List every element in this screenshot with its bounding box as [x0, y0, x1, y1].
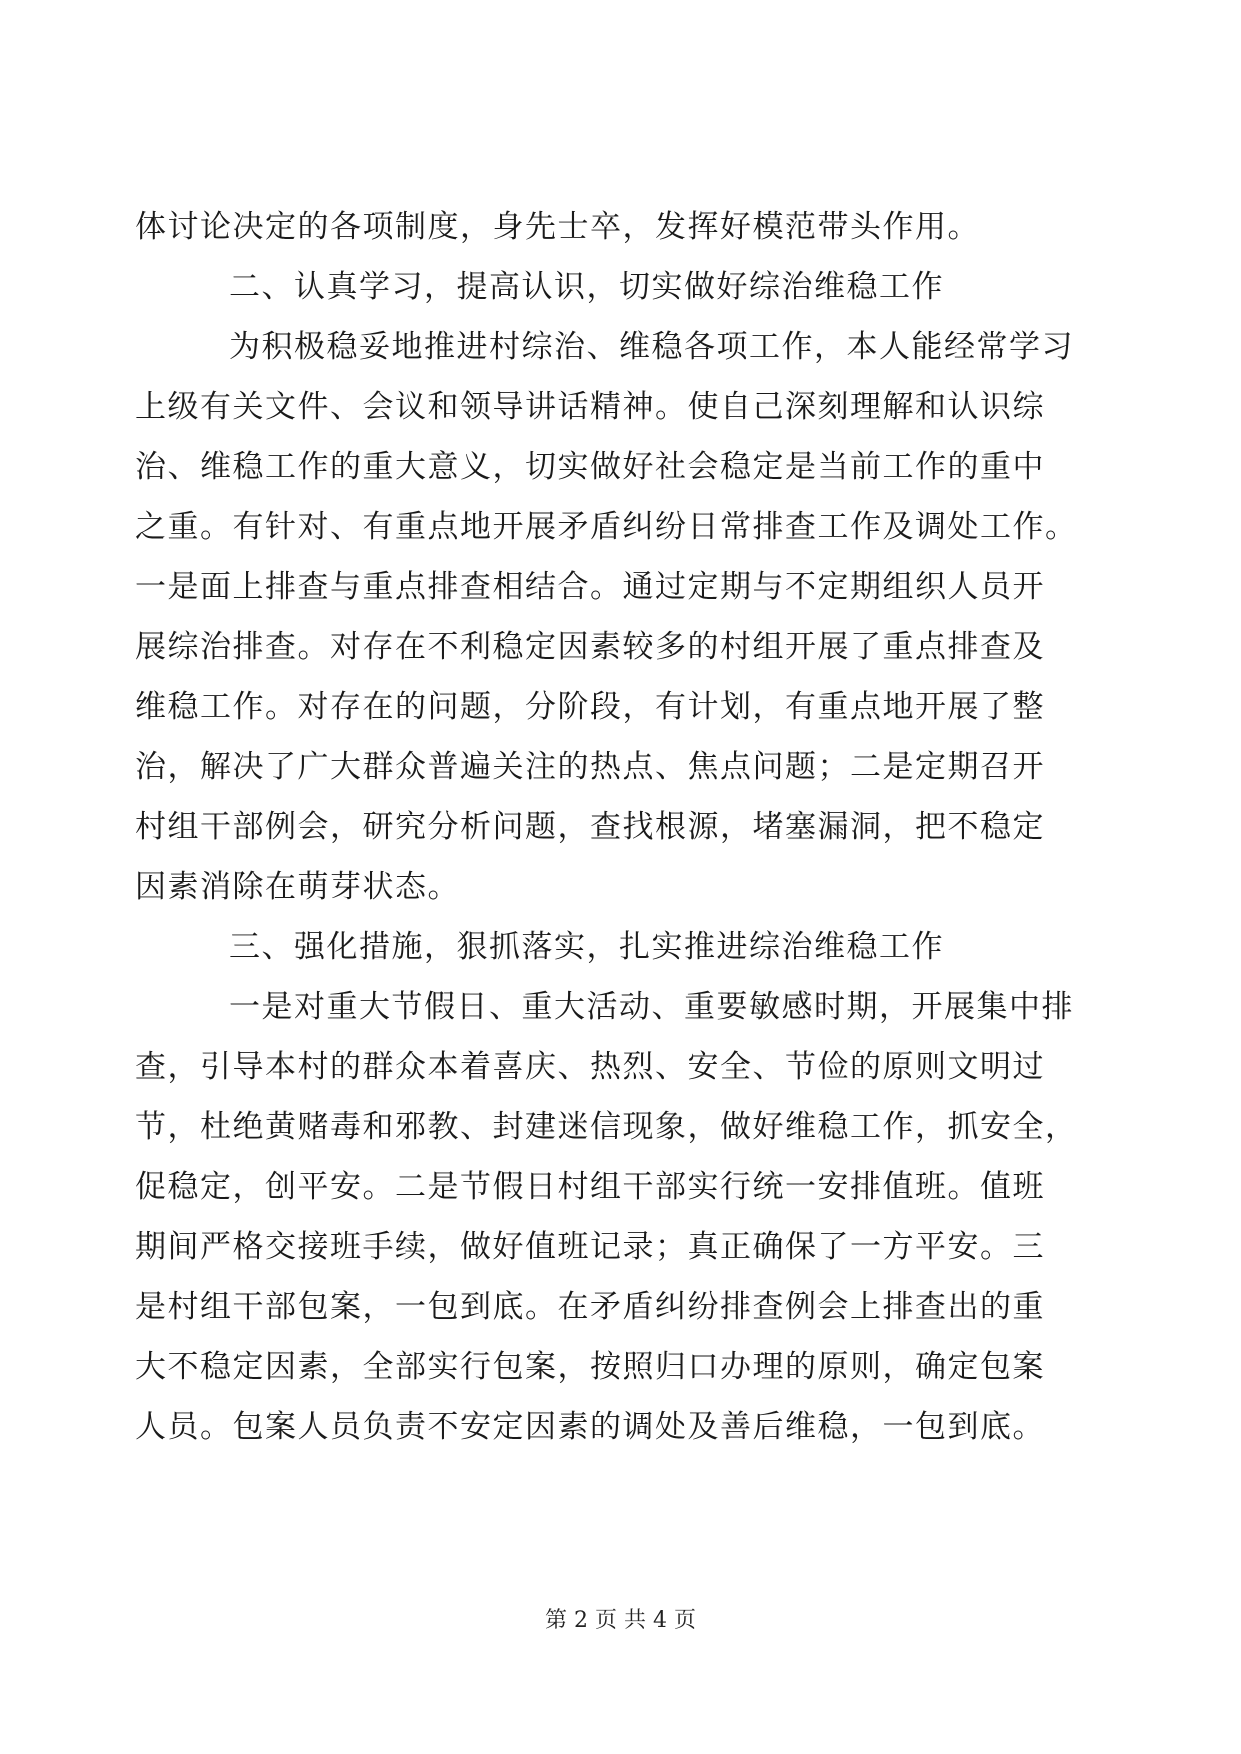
text-line: 期间严格交接班手续，做好值班记录；真正确保了一方平安。三	[135, 1229, 1045, 1265]
text-line: 三、强化措施，狠抓落实，扎实推进综治维稳工作	[229, 929, 944, 965]
text-line: 人员。包案人员负责不安定因素的调处及善后维稳，一包到底。	[135, 1409, 1045, 1445]
page-footer: 第 2 页 共 4 页	[545, 1608, 696, 1633]
text-line: 体讨论决定的各项制度，身先士卒，发挥好模范带头作用。	[135, 209, 980, 245]
text-line: 一是面上排查与重点排查相结合。通过定期与不定期组织人员开	[135, 569, 1045, 605]
text-line: 为积极稳妥地推进村综治、维稳各项工作，本人能经常学习	[229, 329, 1074, 365]
text-line: 是村组干部包案，一包到底。在矛盾纠纷排查例会上排查出的重	[135, 1289, 1045, 1325]
text-line: 一是对重大节假日、重大活动、重要敏感时期，开展集中排	[229, 989, 1074, 1025]
text-line: 上级有关文件、会议和领导讲话精神。使自己深刻理解和认识综	[135, 389, 1045, 425]
text-line: 大不稳定因素，全部实行包案，按照归口办理的原则，确定包案	[135, 1349, 1045, 1385]
text-line: 查，引导本村的群众本着喜庆、热烈、安全、节俭的原则文明过	[135, 1049, 1045, 1085]
text-line: 治，解决了广大群众普遍关注的热点、焦点问题；二是定期召开	[135, 749, 1045, 785]
text-line: 维稳工作。对存在的问题，分阶段，有计划，有重点地开展了整	[135, 689, 1045, 725]
text-line: 之重。有针对、有重点地开展矛盾纠纷日常排查工作及调处工作。	[135, 509, 1078, 545]
text-line: 展综治排查。对存在不利稳定因素较多的村组开展了重点排查及	[135, 629, 1045, 665]
text-line: 二、认真学习，提高认识，切实做好综治维稳工作	[229, 269, 944, 305]
text-line: 节，杜绝黄赌毒和邪教、封建迷信现象，做好维稳工作，抓安全，	[135, 1109, 1078, 1145]
text-line: 村组干部例会，研究分析问题，查找根源，堵塞漏洞，把不稳定	[135, 809, 1045, 845]
body-text	[135, 197, 1095, 1457]
text-line: 促稳定，创平安。二是节假日村组干部实行统一安排值班。值班	[135, 1169, 1045, 1205]
text-line: 因素消除在萌芽状态。	[135, 869, 460, 905]
text-line: 治、维稳工作的重大意义，切实做好社会稳定是当前工作的重中	[135, 449, 1045, 485]
